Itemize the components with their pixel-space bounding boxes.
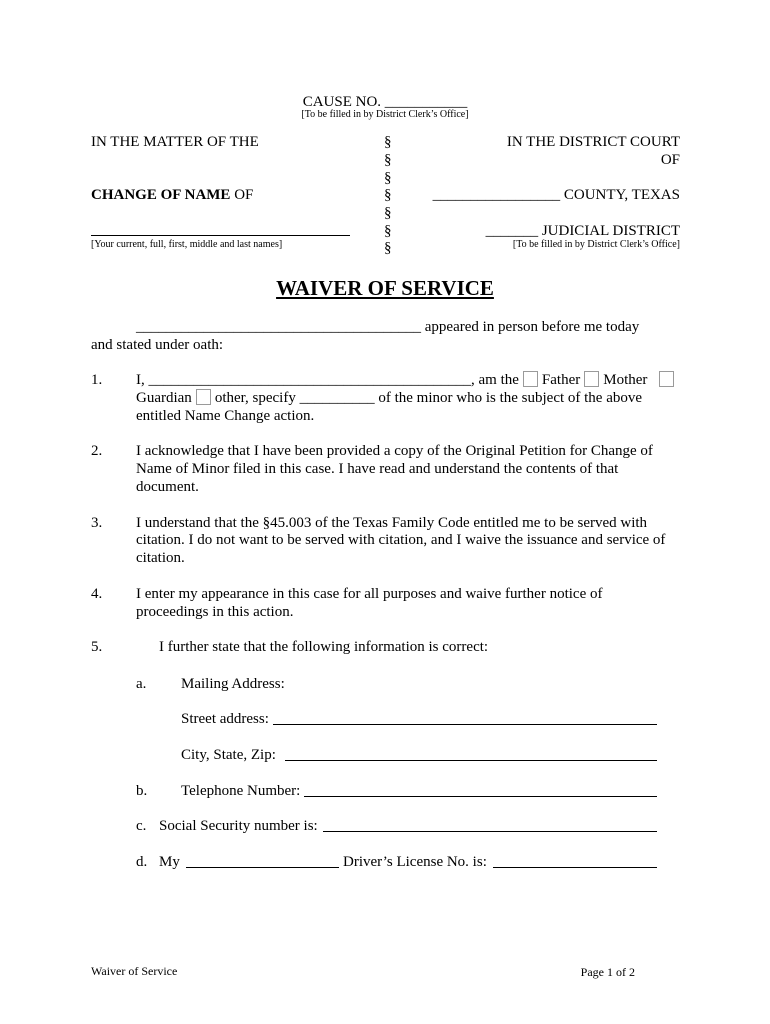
item-2-line-1: I acknowledge that I have been provided a copy of the Original Petition for Change of	[136, 443, 653, 459]
item-4-number: 4.	[91, 586, 103, 602]
item-2-number: 2.	[91, 443, 103, 459]
my-label: My	[159, 854, 180, 870]
item-5-number: 5.	[91, 639, 103, 655]
change-of-name-of: OF	[230, 187, 254, 203]
section-mark: §	[384, 223, 392, 239]
item-3-number: 3.	[91, 515, 103, 531]
section-mark: §	[384, 152, 392, 168]
sub-c-label: c.	[136, 818, 147, 834]
item-1-line-2	[136, 389, 642, 407]
section-mark: §	[384, 187, 392, 203]
item-1-number: 1.	[91, 372, 103, 388]
cause-number: CAUSE NO. ___________	[302, 94, 468, 110]
petitioner-name-note: [Your current, full, first, middle and last names]	[91, 239, 283, 250]
street-address-label: Street address:	[181, 711, 269, 727]
sub-b-label: b.	[136, 783, 148, 799]
drivers-license-field[interactable]	[493, 867, 657, 868]
city-state-zip-field[interactable]	[285, 760, 657, 761]
mailing-address-label: Mailing Address:	[181, 676, 285, 692]
street-address-field[interactable]	[273, 724, 657, 725]
other-checkbox[interactable]	[196, 389, 211, 405]
item-2-line-3: document.	[136, 479, 199, 495]
item-3-line-3: citation.	[136, 550, 185, 566]
caption-of: OF	[660, 152, 680, 168]
caption-change-of-name	[91, 186, 253, 204]
caption-matter: IN THE MATTER OF THE	[91, 134, 259, 150]
change-of-name-bold: CHANGE OF NAME	[91, 187, 231, 203]
telephone-label: Telephone Number:	[181, 783, 301, 799]
other-text: other, specify __________ of the minor who is the subject of the above	[214, 390, 643, 406]
ssn-label: Social Security number is:	[159, 818, 318, 834]
item-4-line-1: I enter my appearance in this case for all purposes and waive further notice of	[136, 586, 603, 602]
caption-judicial-district: _______ JUDICIAL DISTRICT	[485, 223, 680, 239]
license-state-field[interactable]	[186, 867, 339, 868]
item-2-line-2: Name of Minor filed in this case. I have read and understand the contents of that	[136, 461, 619, 477]
caption-district-court: IN THE DISTRICT COURT	[506, 134, 680, 150]
city-state-zip-label: City, State, Zip:	[181, 747, 276, 763]
caption-district-note: [To be filled in by District Clerk’s Office]	[512, 239, 680, 250]
cause-number-note: [To be filled in by District Clerk’s Office]	[301, 109, 469, 120]
drivers-license-label: Driver’s License No. is:	[343, 854, 487, 870]
guardian-label: Guardian	[136, 390, 192, 406]
footer-page-number: Page 1 of 2	[580, 965, 635, 979]
item-5-line-1: I further state that the following information is correct:	[159, 639, 489, 655]
document-title: WAIVER OF SERVICE	[276, 276, 494, 300]
item-1-text-a: I, ___________________________________________, am the	[136, 372, 519, 388]
father-checkbox[interactable]	[523, 371, 538, 387]
telephone-field[interactable]	[304, 796, 657, 797]
item-3-line-2: citation. I do not want to be served with citation, and I waive the issuance and service of	[136, 532, 666, 548]
section-mark: §	[384, 134, 392, 150]
item-3-line-1: I understand that the §45.003 of the Texas Family Code entitled me to be served with	[136, 515, 648, 531]
father-label: Father	[541, 372, 581, 388]
section-mark: §	[384, 205, 392, 221]
intro-line-2: and stated under oath:	[91, 337, 224, 353]
caption-county: _________________ COUNTY, TEXAS	[432, 187, 680, 203]
mother-checkbox[interactable]	[584, 371, 599, 387]
item-1-line-3: entitled Name Change action.	[136, 408, 315, 424]
section-mark: §	[384, 170, 392, 186]
sub-a-label: a.	[136, 676, 147, 692]
petitioner-name-line[interactable]	[91, 235, 350, 236]
sub-d-label: d.	[136, 854, 148, 870]
intro-line-1: ______________________________________ appeared in person before me today	[136, 319, 640, 335]
item-1-line-1	[136, 371, 678, 389]
footer-title: Waiver of Service	[91, 964, 178, 978]
item-4-line-2: proceedings in this action.	[136, 604, 294, 620]
section-mark: §	[384, 240, 392, 256]
guardian-checkbox[interactable]	[659, 371, 674, 387]
ssn-field[interactable]	[323, 831, 657, 832]
mother-label: Mother	[603, 372, 648, 388]
